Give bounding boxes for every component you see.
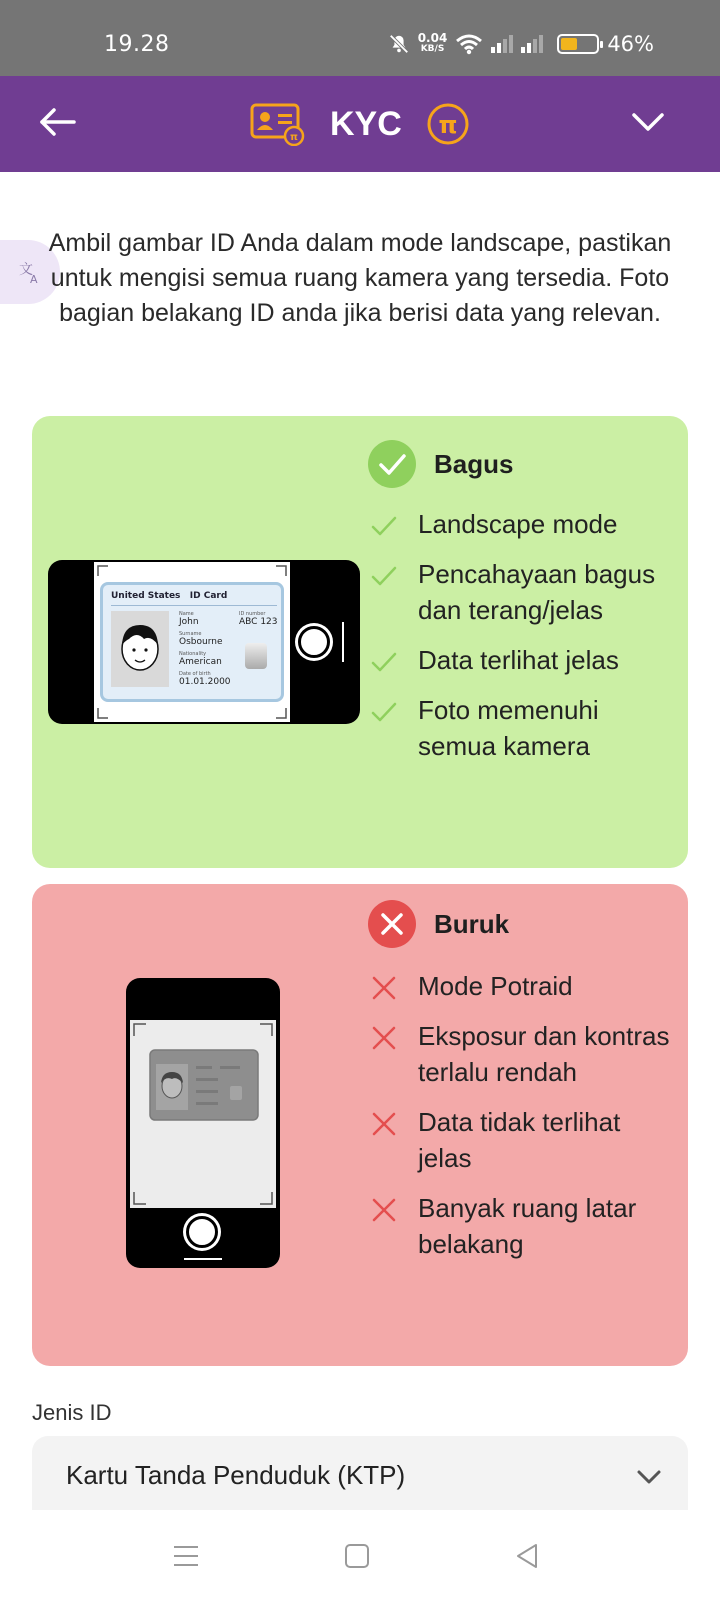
status-icons (388, 32, 654, 56)
good-header (368, 440, 513, 488)
app-bar (0, 76, 720, 172)
bad-item-text: Data tidak terlihat jelas (418, 1107, 621, 1173)
shutter-button-icon (298, 626, 330, 658)
bad-item (368, 968, 678, 1004)
bad-item (368, 1190, 678, 1262)
svg-text:文: 文 (19, 262, 33, 278)
dropdown-chevron-icon (632, 1460, 666, 1494)
svg-text:π: π (290, 132, 298, 143)
id-card-header: United States ID Card (111, 591, 228, 601)
id-number-label: ID number (239, 611, 266, 617)
id-type-select[interactable] (32, 1436, 688, 1520)
bad-list (368, 968, 678, 1276)
nationality-value: American (179, 657, 222, 667)
chevron-down-icon[interactable] (626, 100, 670, 144)
check-icon (368, 646, 400, 678)
status-bar (0, 0, 720, 76)
good-example-card (32, 416, 688, 868)
surname-value: Osbourne (179, 637, 223, 647)
chip-icon (245, 643, 267, 669)
bad-header (368, 900, 509, 948)
id-photo (111, 611, 169, 687)
bad-example-card (32, 884, 688, 1366)
check-icon (368, 696, 400, 728)
title-group (250, 94, 470, 154)
side-line (342, 622, 344, 662)
x-icon (368, 1022, 400, 1054)
id-number-value: ABC 123 (239, 617, 278, 627)
x-circle-icon (368, 900, 416, 948)
bad-title: Buruk (434, 908, 510, 939)
id-type-label: Jenis ID (32, 1400, 112, 1425)
id-card-pi-icon (250, 102, 306, 146)
x-icon (368, 1194, 400, 1226)
back-arrow-icon[interactable] (34, 98, 82, 146)
good-title: Bagus (434, 448, 514, 479)
system-nav-bar (0, 1510, 720, 1600)
bottom-line (184, 1258, 222, 1260)
portrait-phone-illustration (126, 978, 280, 1268)
good-item-text: Foto memenuhi semua kamera (418, 695, 599, 761)
dob-label: Date of birth (179, 671, 211, 677)
signal-icon-2 (521, 35, 543, 53)
shutter-button-icon (186, 1216, 218, 1248)
bad-item-text: Mode Potraid (418, 971, 573, 1001)
good-list (368, 506, 678, 778)
mute-bell-icon (388, 33, 410, 55)
battery-icon (557, 34, 599, 54)
face-illustration (111, 611, 169, 687)
net-speed-unit: KB/S (420, 44, 445, 54)
battery-fill (561, 38, 577, 50)
good-item (368, 506, 678, 542)
back-triangle-icon[interactable] (512, 1540, 544, 1572)
svg-text:π: π (438, 111, 458, 139)
surname-label: Surname (179, 631, 202, 637)
dob-value: 01.01.2000 (179, 677, 231, 687)
signal-icon (491, 35, 513, 53)
name-value: John (179, 617, 199, 627)
id-type-value: Kartu Tanda Penduduk (KTP) (66, 1460, 406, 1490)
bad-item-text: Eksposur dan kontras terlalu rendah (418, 1021, 670, 1087)
good-item (368, 692, 678, 764)
good-item-text: Data terlihat jelas (418, 645, 619, 675)
x-icon (368, 1108, 400, 1140)
intro-text: Ambil gambar ID Anda dalam mode landscape, pastikan untuk mengisi semua ruang kamera yang tersedia. Foto bagian belakang ID anda jika berisi data yang relevan. (48, 229, 672, 327)
page-title: KYC (330, 104, 402, 143)
net-speed-value: 0.04 (417, 31, 448, 45)
x-icon (368, 972, 400, 1004)
landscape-phone-illustration (48, 560, 360, 724)
svg-text:A: A (30, 273, 38, 285)
good-item (368, 642, 678, 678)
good-item (368, 556, 678, 628)
pi-coin-icon (426, 102, 470, 146)
good-item-text: Pencahayaan bagus dan terang/jelas (418, 559, 656, 625)
check-icon (368, 560, 400, 592)
bad-item-text: Banyak ruang latar belakang (418, 1193, 637, 1259)
bad-item (368, 1018, 678, 1090)
sample-id-card (100, 582, 284, 702)
name-label: Name (179, 611, 194, 617)
status-time: 19.28 (104, 32, 170, 57)
battery-percent: 46% (607, 32, 654, 56)
nationality-label: Nationality (179, 651, 207, 657)
good-item-text: Landscape mode (418, 509, 618, 539)
wifi-icon (455, 33, 483, 55)
viewfinder-corners (130, 1020, 276, 1208)
menu-icon[interactable] (170, 1540, 202, 1572)
phone-screen (94, 562, 290, 722)
home-square-icon[interactable] (341, 1540, 373, 1572)
net-speed (418, 33, 448, 55)
phone-screen (130, 1020, 276, 1208)
check-icon (368, 510, 400, 542)
check-circle-icon (368, 440, 416, 488)
bad-item (368, 1104, 678, 1176)
